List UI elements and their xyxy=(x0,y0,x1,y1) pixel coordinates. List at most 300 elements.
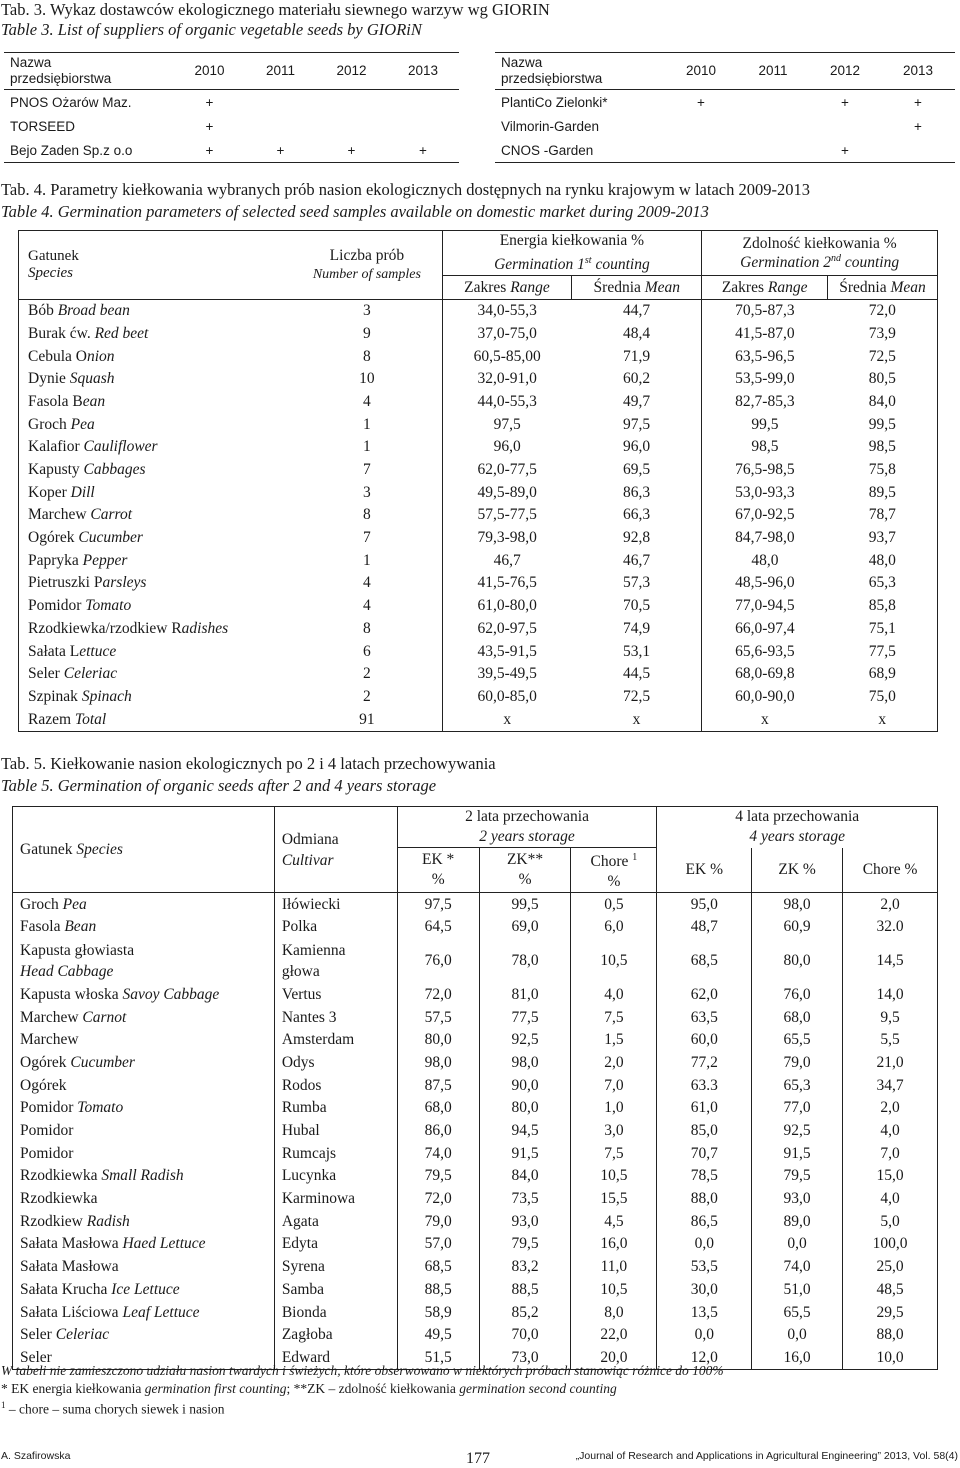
year-mark: + xyxy=(347,142,356,158)
ek2-cell: 58,9 xyxy=(397,1301,479,1324)
energy-mean-cell: 48,4 xyxy=(622,324,651,342)
tab3-caption-en: Table 3. List of suppliers of organic vegetable seeds by GIORiN xyxy=(1,20,422,39)
tab4-caption-pl: Tab. 4. Parametry kiełkowania wybranych prób nasion ekologicznych dostępnych na rynku krajowym w latach 2009-2013 xyxy=(1,180,810,199)
capacity-mean-cell: 73,9 xyxy=(868,324,896,342)
species-cell: Fasola Bean xyxy=(28,392,106,410)
ek4-cell: 0,0 xyxy=(657,1324,752,1347)
ek4-cell: 61,0 xyxy=(657,1097,752,1120)
tab5-header-zk: ZK** % xyxy=(479,848,571,893)
energy-range-cell: 34,0-55,3 xyxy=(442,299,572,322)
tab5-caption-pl: Tab. 5. Kiełkowanie nasion ekologicznych po 2 i 4 latach przechowywania xyxy=(1,754,496,773)
species-cell: Rzodkiew Radish xyxy=(20,1212,130,1230)
samples-cell: 4 xyxy=(363,597,371,615)
chore4-cell: 2,0 xyxy=(843,893,938,916)
table-row xyxy=(13,984,938,1007)
samples-cell: 1 xyxy=(363,415,371,433)
ek2-cell: 72,0 xyxy=(397,984,479,1007)
zk4-cell: 74,0 xyxy=(752,1256,843,1279)
chore2-cell: 1,0 xyxy=(571,1097,657,1120)
chore4-cell: 4,0 xyxy=(843,1188,938,1211)
species-cell: Pomidor Tomato xyxy=(28,597,132,615)
table-row xyxy=(19,663,938,686)
supplier-row xyxy=(4,114,459,138)
energy-range-cell: 96,0 xyxy=(442,436,572,459)
species-cell: Pomidor Tomato xyxy=(20,1099,124,1117)
species-cell: Pomidor xyxy=(20,1122,74,1139)
capacity-range-cell: 70,5-87,3 xyxy=(702,299,828,322)
tab4-header-range: Zakres Range xyxy=(702,276,828,300)
zk4-cell: 79,0 xyxy=(752,1052,843,1075)
footer-author: A. Szafirowska xyxy=(1,1450,71,1462)
energy-range-cell: 97,5 xyxy=(442,413,572,436)
zk2-cell: 73,0 xyxy=(479,1347,571,1370)
tab5-caption-en: Table 5. Germination of organic seeds after 2 and 4 years storage xyxy=(1,776,437,795)
species-cell: Rzodkiewka Small Radish xyxy=(20,1167,184,1185)
year-header: 2010 xyxy=(665,53,737,90)
ek2-cell: 51,5 xyxy=(397,1347,479,1370)
ek2-cell: 76,0 xyxy=(397,939,479,984)
chore4-cell: 10,0 xyxy=(843,1347,938,1370)
ek4-cell: 95,0 xyxy=(657,893,752,916)
ek4-cell: 13,5 xyxy=(657,1301,752,1324)
species-cell: Marchew xyxy=(20,1031,79,1049)
energy-mean-cell: x xyxy=(632,710,641,728)
year-mark: + xyxy=(276,142,285,158)
energy-range-cell: 62,0-77,5 xyxy=(442,459,572,482)
species-cell: Ogórek Cucumber xyxy=(28,529,143,547)
year-header: 2011 xyxy=(245,53,316,90)
capacity-mean-cell: 99,5 xyxy=(868,415,896,433)
samples-cell: 8 xyxy=(363,619,371,637)
samples-cell: 91 xyxy=(359,710,375,728)
chore4-cell: 88,0 xyxy=(843,1324,938,1347)
energy-mean-cell: 46,7 xyxy=(622,551,651,569)
cultivar-cell: Nantes 3 xyxy=(274,1006,397,1029)
chore4-cell: 15,0 xyxy=(843,1165,938,1188)
chore4-cell: 32.0 xyxy=(843,916,938,939)
ek2-cell: 86,0 xyxy=(397,1120,479,1143)
species-cell: Sałata Lettuce xyxy=(28,642,117,660)
zk4-cell: 65,3 xyxy=(752,1074,843,1097)
samples-cell: 3 xyxy=(292,299,442,322)
species-cell: Rzodkiewka xyxy=(20,1190,98,1208)
zk2-cell: 70,0 xyxy=(479,1324,571,1347)
cultivar-cell: Polka xyxy=(274,916,397,939)
tab5-note-1: W tabeli nie zamieszczono udziału nasion twardych i świeżych, które obserwowano w niektórych próbach stanowiąc różnice do 100% xyxy=(1,1363,724,1378)
ek4-cell: 63.3 xyxy=(657,1074,752,1097)
species-cell: Szpinak Spinach xyxy=(28,687,132,705)
energy-range-cell: 37,0-75,0 xyxy=(442,323,572,346)
year-mark: + xyxy=(205,142,214,158)
species-cell: Koper Dill xyxy=(28,483,95,501)
species-cell: Ogórek xyxy=(20,1076,67,1094)
year-mark xyxy=(245,90,316,115)
year-mark: + xyxy=(205,118,214,134)
zk2-cell: 92,5 xyxy=(479,1029,571,1052)
cultivar-cell: Syrena xyxy=(274,1256,397,1279)
ek2-cell: 74,0 xyxy=(397,1142,479,1165)
supplier-row xyxy=(495,90,955,115)
capacity-range-cell: 82,7-85,3 xyxy=(702,391,828,414)
samples-cell: 3 xyxy=(363,483,371,501)
cultivar-cell: Iłówiecki xyxy=(274,893,397,916)
supplier-name: Bejo Zaden Sp.z o.o xyxy=(10,142,133,158)
table-row xyxy=(19,368,938,391)
year-mark: + xyxy=(697,94,705,110)
tab5-note-2: * EK energia kiełkowania germination first counting; **ZK – zdolność kiełkowania germination second counting xyxy=(1,1381,617,1396)
table-row xyxy=(13,1210,938,1233)
capacity-mean-cell: 93,7 xyxy=(868,529,896,547)
species-cell: Fasola Bean xyxy=(20,918,97,936)
zk2-cell: 90,0 xyxy=(479,1074,571,1097)
tab4-header-range: Zakres Range xyxy=(442,276,572,300)
zk4-cell: 65,5 xyxy=(752,1301,843,1324)
chore4-cell: 29,5 xyxy=(843,1301,938,1324)
zk4-cell: 0,0 xyxy=(752,1324,843,1347)
energy-mean-cell: 71,9 xyxy=(622,347,651,365)
zk2-cell: 73,5 xyxy=(479,1188,571,1211)
table-row xyxy=(13,1256,938,1279)
capacity-range-cell: 63,5-96,5 xyxy=(702,345,828,368)
species-cell: Seler Celeriac xyxy=(28,665,118,683)
capacity-mean-cell: 75,1 xyxy=(868,619,896,637)
table-row xyxy=(13,1052,938,1075)
cultivar-cell: Rumcajs xyxy=(274,1142,397,1165)
capacity-mean-cell: 72,5 xyxy=(868,347,896,365)
capacity-range-cell: 53,0-93,3 xyxy=(702,481,828,504)
table-row xyxy=(13,1006,938,1029)
tab5-header-ek4: EK % xyxy=(657,848,752,893)
tab4-header-capacity: Zdolność kiełkowania % Germination 2nd counting xyxy=(702,231,938,276)
chore2-cell: 1,5 xyxy=(571,1029,657,1052)
chore4-cell: 48,5 xyxy=(843,1278,938,1301)
tab3-caption-pl: Tab. 3. Wykaz dostawców ekologicznego materiału siewnego warzyw wg GIORIN xyxy=(1,0,550,19)
ek2-cell: 57,0 xyxy=(397,1233,479,1256)
samples-cell: 7 xyxy=(363,529,371,547)
cultivar-cell: Amsterdam xyxy=(274,1029,397,1052)
chore4-cell: 21,0 xyxy=(843,1052,938,1075)
cultivar-cell: Odys xyxy=(274,1052,397,1075)
chore4-cell: 7,0 xyxy=(843,1142,938,1165)
capacity-mean-cell: x xyxy=(878,710,887,728)
cultivar-cell: Rumba xyxy=(274,1097,397,1120)
tab5-header-2years: 2 lata przechowania 2 years storage xyxy=(397,807,657,848)
footer-journal: „Journal of Research and Applications in Agricultural Engineering” 2013, Vol. 58(4) xyxy=(575,1450,958,1462)
ek2-cell: 49,5 xyxy=(397,1324,479,1347)
capacity-mean-cell: 89,5 xyxy=(868,483,896,501)
chore4-cell: 2,0 xyxy=(843,1097,938,1120)
chore4-cell: 14,5 xyxy=(843,939,938,984)
energy-mean-cell: 44,7 xyxy=(572,299,702,322)
year-mark xyxy=(881,138,955,163)
energy-range-cell: 57,5-77,5 xyxy=(442,504,572,527)
energy-range-cell: 46,7 xyxy=(442,549,572,572)
chore2-cell: 16,0 xyxy=(571,1233,657,1256)
species-cell: Sałata Masłowa Haed Lettuce xyxy=(20,1235,206,1253)
zk4-cell: 91,5 xyxy=(752,1142,843,1165)
tab4-header-mean: Średnia Mean xyxy=(572,276,702,300)
samples-cell: 8 xyxy=(363,347,371,365)
species-cell: Razem Total xyxy=(28,710,107,728)
ek2-cell: 68,5 xyxy=(397,1256,479,1279)
table-row xyxy=(13,1029,938,1052)
zk2-cell: 77,5 xyxy=(479,1006,571,1029)
ek4-cell: 78,5 xyxy=(657,1165,752,1188)
species-cell: Seler xyxy=(20,1348,52,1366)
energy-mean-cell: 96,0 xyxy=(622,438,651,456)
energy-mean-cell: 44,5 xyxy=(622,665,651,683)
cultivar-cell: Edyta xyxy=(274,1233,397,1256)
table-row xyxy=(13,916,938,939)
year-header: 2010 xyxy=(174,53,245,90)
samples-cell: 1 xyxy=(363,438,371,456)
table-row xyxy=(13,893,938,916)
cultivar-cell: Agata xyxy=(274,1210,397,1233)
supplier-name: PlantiCo Zielonki* xyxy=(501,94,608,110)
ek4-cell: 77,2 xyxy=(657,1052,752,1075)
species-cell: Kapusta włoska Savoy Cabbage xyxy=(20,985,220,1003)
species-cell: Burak ćw. Red beet xyxy=(28,324,149,342)
tab5-table xyxy=(12,806,938,1370)
energy-mean-cell: 66,3 xyxy=(622,506,651,524)
ek4-cell: 70,7 xyxy=(657,1142,752,1165)
species-cell: Seler Celeriac xyxy=(20,1326,110,1344)
capacity-range-cell: 67,0-92,5 xyxy=(702,504,828,527)
ek2-cell: 98,0 xyxy=(397,1052,479,1075)
samples-cell: 8 xyxy=(363,506,371,524)
zk2-cell: 88,5 xyxy=(479,1278,571,1301)
tab5-header-4years: 4 lata przechowania 4 years storage xyxy=(657,807,938,848)
year-mark: + xyxy=(205,94,214,110)
cultivar-cell: Hubal xyxy=(274,1120,397,1143)
cultivar-cell: Edward xyxy=(274,1347,397,1370)
cultivar-cell: Karminowa xyxy=(274,1188,397,1211)
ek2-cell: 97,5 xyxy=(397,893,479,916)
year-mark xyxy=(737,90,809,115)
chore2-cell: 10,5 xyxy=(571,1278,657,1301)
cultivar-cell: Bionda xyxy=(274,1301,397,1324)
energy-range-cell: 44,0-55,3 xyxy=(442,391,572,414)
zk2-cell: 99,5 xyxy=(479,893,571,916)
capacity-range-cell: 66,0-97,4 xyxy=(702,617,828,640)
ek4-cell: 12,0 xyxy=(657,1347,752,1370)
chore2-cell: 4,0 xyxy=(571,984,657,1007)
capacity-mean-cell: 75,0 xyxy=(868,687,896,705)
table-row xyxy=(13,1324,938,1347)
tab4-header-energy: Energia kiełkowania % Germination 1st counting xyxy=(442,231,702,276)
table-row xyxy=(13,1097,938,1120)
ek2-cell: 79,0 xyxy=(397,1210,479,1233)
year-mark xyxy=(387,90,459,115)
capacity-mean-cell: 77,5 xyxy=(868,642,896,660)
chore2-cell: 11,0 xyxy=(571,1256,657,1279)
ek4-cell: 53,5 xyxy=(657,1256,752,1279)
zk2-cell: 78,0 xyxy=(479,939,571,984)
table-row xyxy=(19,299,938,322)
species-cell: Kapusta głowiasta Head Cabbage xyxy=(20,942,135,981)
energy-range-cell: 60,0-85,0 xyxy=(442,686,572,709)
year-mark: + xyxy=(419,142,427,158)
species-cell: Sałata Masłowa xyxy=(20,1258,119,1276)
table-row xyxy=(13,1233,938,1256)
chore2-cell: 8,0 xyxy=(571,1301,657,1324)
capacity-mean-cell: 84,0 xyxy=(868,392,896,410)
tab4-caption-en: Table 4. Germination parameters of selected seed samples available on domestic market during 2009-2013 xyxy=(1,202,709,221)
table-row xyxy=(13,1301,938,1324)
cultivar-cell: Samba xyxy=(274,1278,397,1301)
table-row xyxy=(19,436,938,459)
capacity-range-cell: 48,0 xyxy=(702,549,828,572)
chore2-cell: 10,5 xyxy=(571,1165,657,1188)
capacity-range-cell: 68,0-69,8 xyxy=(702,663,828,686)
species-cell: Papryka Pepper xyxy=(28,551,128,569)
chore4-cell: 100,0 xyxy=(843,1233,938,1256)
zk4-cell: 0,0 xyxy=(752,1233,843,1256)
supplier-row xyxy=(495,138,955,163)
year-header: 2012 xyxy=(809,53,881,90)
capacity-range-cell: 53,5-99,0 xyxy=(702,368,828,391)
year-mark: + xyxy=(841,142,849,158)
supplier-row xyxy=(495,114,955,138)
year-mark xyxy=(245,114,316,138)
zk2-cell: 80,0 xyxy=(479,1097,571,1120)
energy-mean-cell: 57,3 xyxy=(622,574,651,592)
chore4-cell: 4,0 xyxy=(843,1120,938,1143)
ek4-cell: 63,5 xyxy=(657,1006,752,1029)
zk4-cell: 98,0 xyxy=(752,893,843,916)
energy-mean-cell: 53,1 xyxy=(622,642,651,660)
chore2-cell: 6,0 xyxy=(571,916,657,939)
zk4-cell: 60,9 xyxy=(752,916,843,939)
samples-cell: 10 xyxy=(359,370,375,388)
ek4-cell: 62,0 xyxy=(657,984,752,1007)
supplier-name: TORSEED xyxy=(10,118,76,134)
cultivar-cell: Vertus xyxy=(274,984,397,1007)
zk4-cell: 89,0 xyxy=(752,1210,843,1233)
species-cell: Dynie Squash xyxy=(28,370,115,388)
energy-range-cell: 79,3-98,0 xyxy=(442,527,572,550)
zk2-cell: 94,5 xyxy=(479,1120,571,1143)
year-mark xyxy=(316,114,387,138)
samples-cell: 4 xyxy=(363,392,371,410)
capacity-range-cell: x xyxy=(702,708,828,731)
samples-cell: 2 xyxy=(363,687,371,705)
year-mark: + xyxy=(914,94,922,110)
capacity-range-cell: 60,0-90,0 xyxy=(702,686,828,709)
table-row xyxy=(19,572,938,595)
chore2-cell: 0,5 xyxy=(571,893,657,916)
energy-mean-cell: 70,5 xyxy=(622,597,651,615)
zk2-cell: 85,2 xyxy=(479,1301,571,1324)
samples-cell: 9 xyxy=(363,324,371,342)
energy-range-cell: x xyxy=(442,708,572,731)
table-row xyxy=(19,708,938,731)
chore2-cell: 15,5 xyxy=(571,1188,657,1211)
year-mark xyxy=(737,114,809,138)
species-cell: Pietruszki Parsleys xyxy=(28,574,147,592)
energy-mean-cell: 92,8 xyxy=(622,529,651,547)
ek2-cell: 80,0 xyxy=(397,1029,479,1052)
chore2-cell: 7,5 xyxy=(571,1006,657,1029)
table-row xyxy=(13,1278,938,1301)
tab4-header-samples: Liczba prób Number of samples xyxy=(312,246,421,282)
energy-mean-cell: 60,2 xyxy=(622,370,651,388)
capacity-range-cell: 41,5-87,0 xyxy=(702,323,828,346)
species-cell: Pomidor xyxy=(20,1144,74,1162)
table-row xyxy=(19,345,938,368)
ek4-cell: 86,5 xyxy=(657,1210,752,1233)
energy-mean-cell: 74,9 xyxy=(622,619,651,637)
table-row xyxy=(13,939,938,984)
energy-range-cell: 49,5-89,0 xyxy=(442,481,572,504)
species-cell: Cebula Onion xyxy=(28,347,115,365)
capacity-mean-cell: 85,8 xyxy=(868,597,896,615)
tab4-header-mean: Średnia Mean xyxy=(828,276,938,300)
year-mark xyxy=(665,138,737,163)
zk2-cell: 84,0 xyxy=(479,1165,571,1188)
ek4-cell: 88,0 xyxy=(657,1188,752,1211)
table-row xyxy=(19,504,938,527)
table-row xyxy=(19,481,938,504)
zk4-cell: 16,0 xyxy=(752,1347,843,1370)
year-mark xyxy=(665,114,737,138)
species-cell: Kalafior Cauliflower xyxy=(28,438,158,456)
chore2-cell: 2,0 xyxy=(571,1052,657,1075)
zk4-cell: 77,0 xyxy=(752,1097,843,1120)
zk2-cell: 81,0 xyxy=(479,984,571,1007)
capacity-range-cell: 99,5 xyxy=(702,413,828,436)
chore4-cell: 34,7 xyxy=(843,1074,938,1097)
capacity-mean-cell: 48,0 xyxy=(868,551,896,569)
energy-range-cell: 60,5-85,00 xyxy=(442,345,572,368)
chore4-cell: 5,0 xyxy=(843,1210,938,1233)
zk4-cell: 80,0 xyxy=(752,939,843,984)
zk2-cell: 69,0 xyxy=(479,916,571,939)
species-cell: Marchew Carnot xyxy=(20,1008,127,1026)
energy-range-cell: 61,0-80,0 xyxy=(442,595,572,618)
chore2-cell: 20,0 xyxy=(571,1347,657,1370)
table-row xyxy=(13,1120,938,1143)
supplier-name: PNOS Ożarów Maz. xyxy=(10,94,132,110)
table-row xyxy=(19,549,938,572)
ek2-cell: 64,5 xyxy=(397,916,479,939)
tab3-right-table xyxy=(495,52,955,163)
chore2-cell: 22,0 xyxy=(571,1324,657,1347)
samples-cell: 1 xyxy=(363,551,371,569)
tab5-header-zk4: ZK % xyxy=(752,848,843,893)
cultivar-cell: Zagłoba xyxy=(274,1324,397,1347)
ek2-cell: 68,0 xyxy=(397,1097,479,1120)
energy-mean-cell: 86,3 xyxy=(622,483,651,501)
chore4-cell: 14,0 xyxy=(843,984,938,1007)
species-cell: Ogórek Cucumber xyxy=(20,1053,135,1071)
tab3-header-name: Nazwa przedsiębiorstwa xyxy=(4,53,174,90)
table-row xyxy=(19,686,938,709)
table-row xyxy=(19,595,938,618)
year-mark xyxy=(387,114,459,138)
chore4-cell: 5,5 xyxy=(843,1029,938,1052)
tab5-header-chore4: Chore % xyxy=(843,848,938,893)
ek2-cell: 57,5 xyxy=(397,1006,479,1029)
table-row xyxy=(19,413,938,436)
zk2-cell: 79,5 xyxy=(479,1233,571,1256)
ek4-cell: 48,7 xyxy=(657,916,752,939)
table-row xyxy=(13,1165,938,1188)
capacity-range-cell: 48,5-96,0 xyxy=(702,572,828,595)
zk2-cell: 93,0 xyxy=(479,1210,571,1233)
tab5-header-cultivar: Odmiana Cultivar xyxy=(274,807,397,893)
capacity-mean-cell: 65,3 xyxy=(868,574,896,592)
